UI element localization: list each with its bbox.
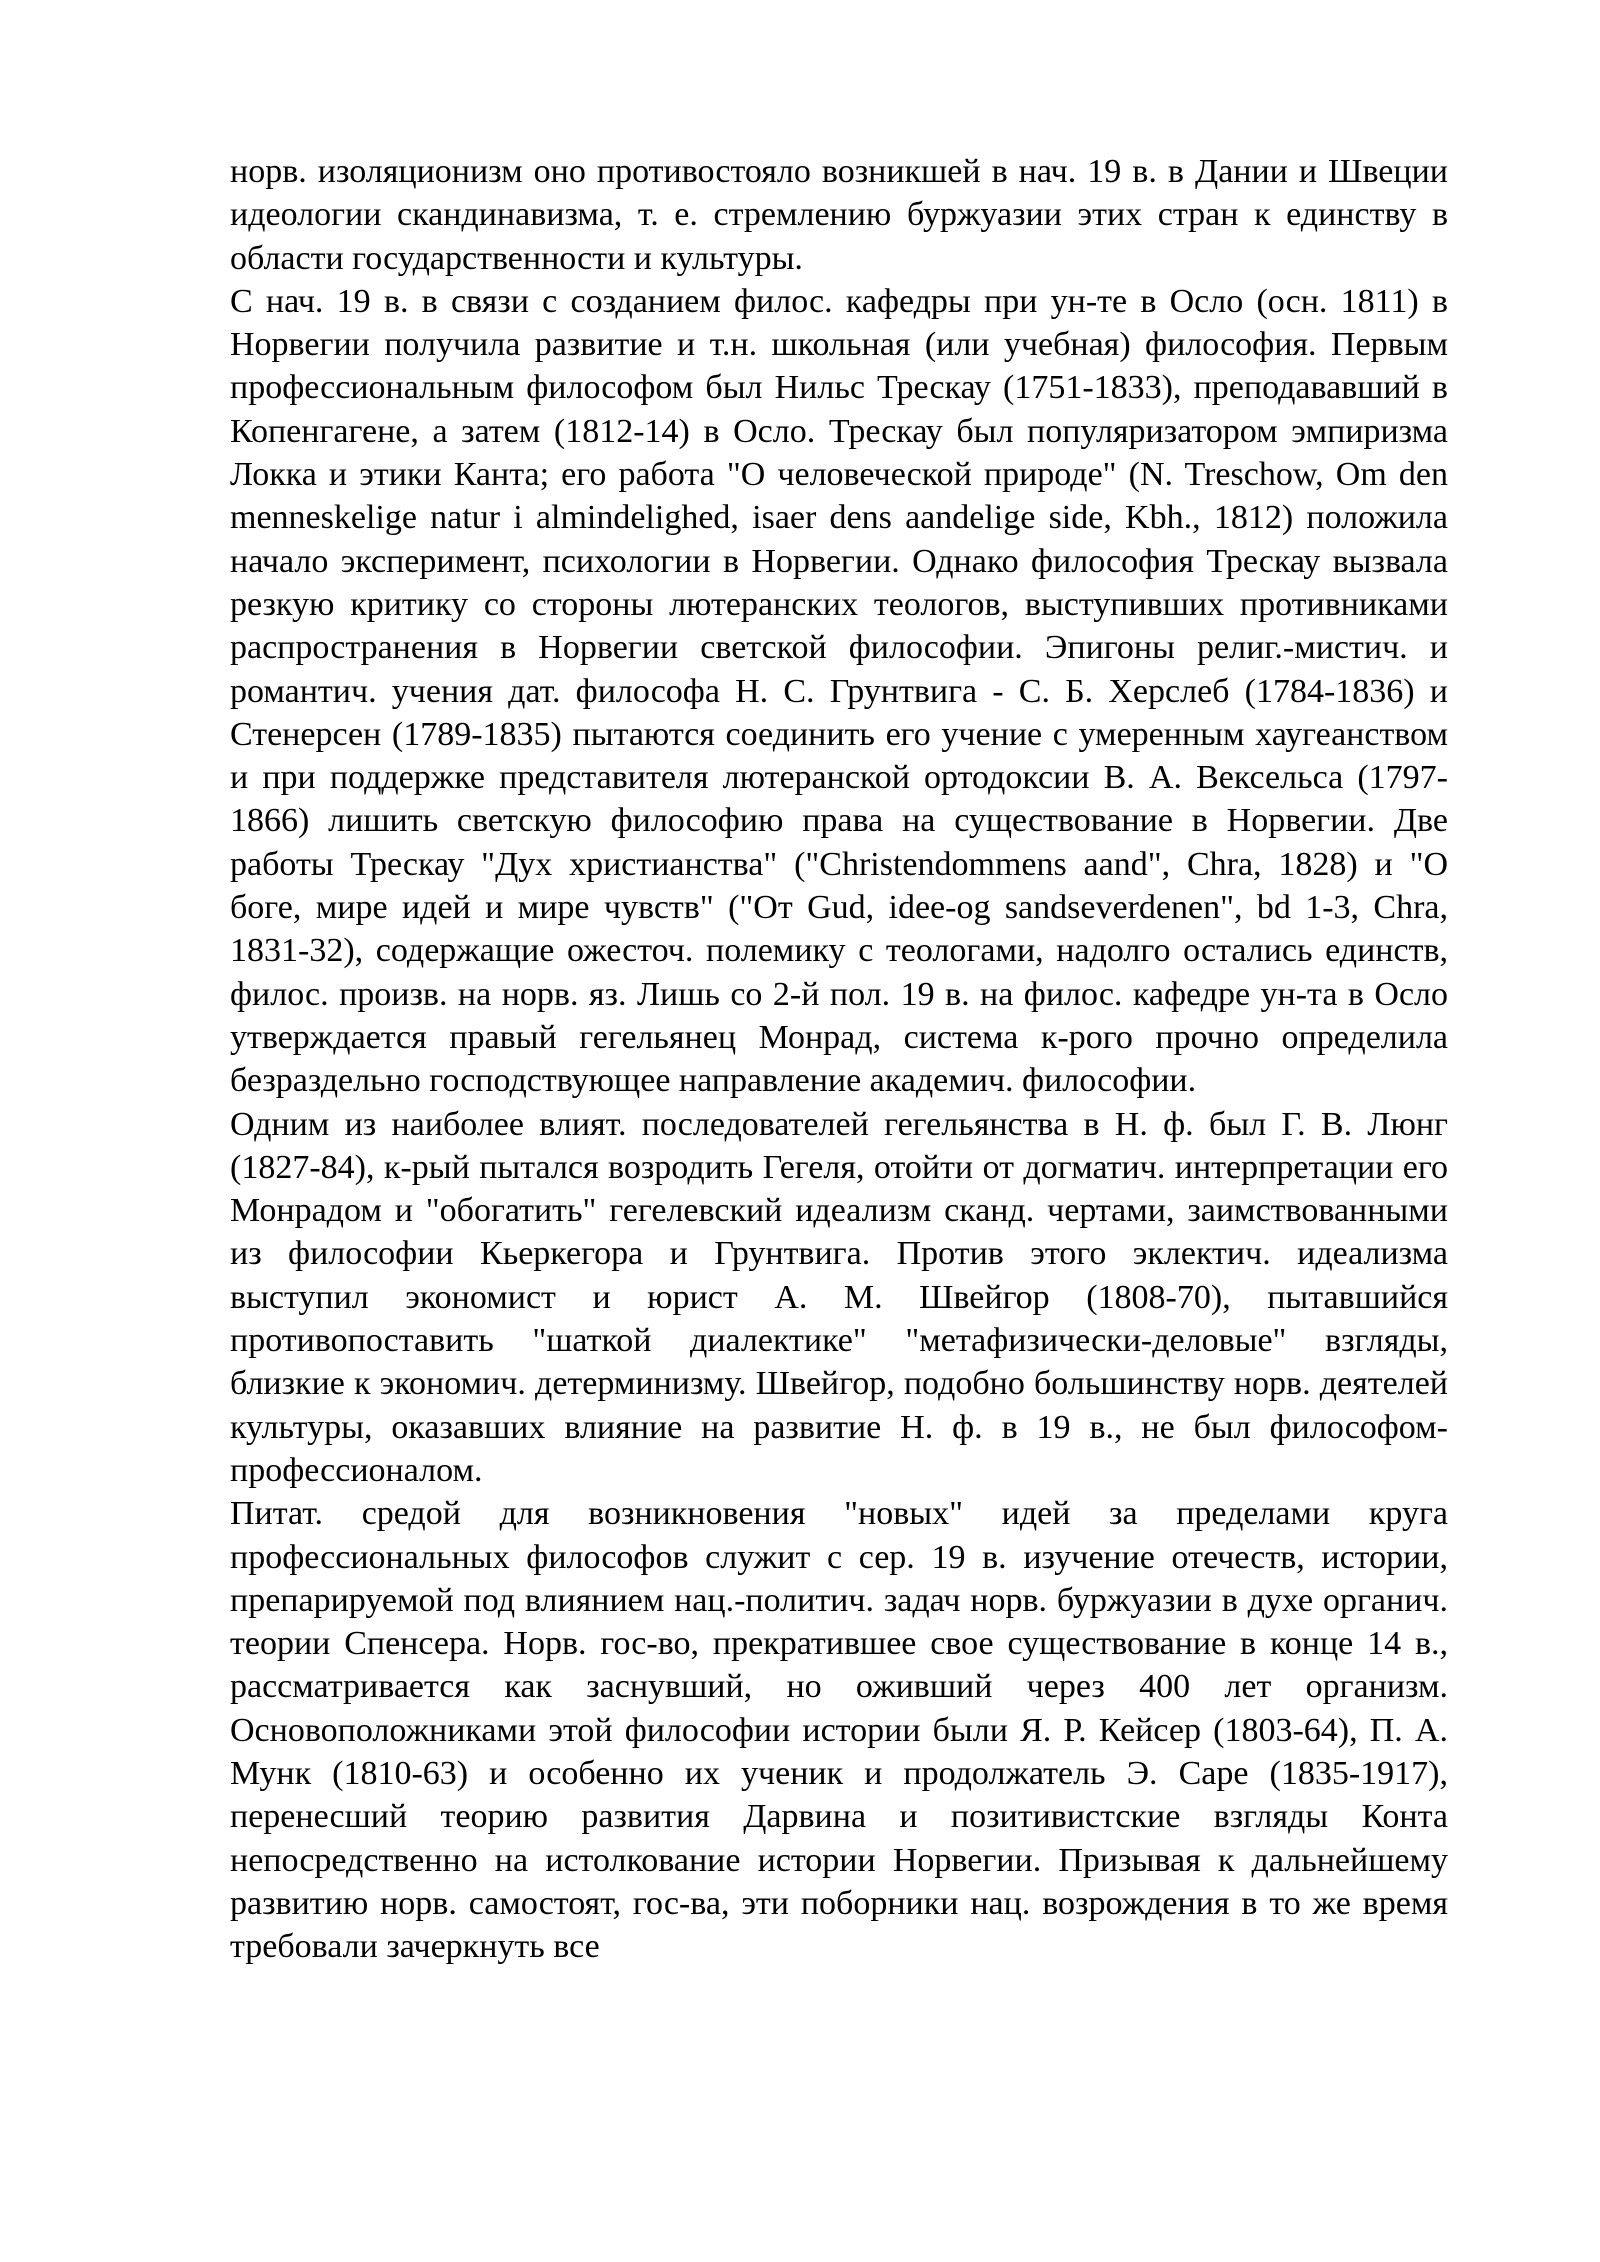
- paragraph-intro: норв. изоляционизм оно противостояло возникшей в нач. 19 в. в Дании и Швеции идеологии скандинавизма, т. е. стремлению буржуазии этих стран к единству в области государственности и культуры.: [230, 153, 1448, 277]
- paragraph-philosophy-of-history: Питат. средой для возникновения "новых" идей за пределами круга профессиональных философов служит с сер. 19 в. изучение отечеств, истории, препарируемой под влиянием нац.-политич. задач норв. буржуазии в духе органич. теории Спенсера. Норв. гос-во, прекратившее свое существование в конце 14 в., рассматривается как заснувший, но оживший через 400 лет организм. Основоположниками этой философии истории были Я. Р. Кейсер (1803-64), П. А. Мунк (1810-63) и особенно их ученик и продолжатель Э. Саре (1835-1917), перенесший теорию развития Дарвина и позитивистские взгляды Конта непосредственно на истолкование истории Норвегии. Призывая к дальнейшему развитию норв. самостоят, гос-ва, эти поборники нац. возрождения в то же время требовали зачеркнуть все: [230, 1495, 1448, 1966]
- paragraph-school-philosophy: С нач. 19 в. в связи с созданием филос. кафедры при ун-те в Осло (осн. 1811) в Норвегии получила развитие и т.н. школьная (или учебная) философия. Первым профессиональным философом был Нильс Трескау (1751-1833), преподававший в Копенгагене, а затем (1812-14) в Осло. Трескау был популяризатором эмпиризма Локка и этики Канта; его работа "О человеческой природе" (N. Treschow, Om den menneskelige natur i almindelighed, isaer dens aandelige side, Kbh., 1812) положила начало эксперимент, психологии в Норвегии. Однако философия Трескау вызвала резкую критику со стороны лютеранских теологов, выступивших противниками распространения в Норвегии светской философии. Эпигоны религ.-мистич. и романтич. учения дат. философа Н. С. Грунтвига - С. Б. Херслеб (1784-1836) и Стенерсен (1789-1835) пытаются соединить его учение с умеренным хаугеанством и при поддержке представителя лютеранской ортодоксии В. А. Вексельса (1797-1866) лишить светскую философию права на существование в Норвегии. Две работы Трескау "Дух христианства" ("Christendommens aand", Chra, 1828) и "О боге, мире идей и мире чувств" ("От Gud, idee-og sandseverdenen", bd 1-3, Chra, 1831-32), содержащие ожесточ. полемику с теологами, надолго остались единств, филос. произв. на норв. яз. Лишь со 2-й пол. 19 в. на филос. кафедре ун-та в Осло утверждается правый гегельянец Монрад, система к-рого прочно определила безраздельно господствующее направление академич. философии.: [230, 282, 1448, 1100]
- paragraph-hegelianism: Одним из наиболее влият. последователей гегельянства в Н. ф. был Г. В. Люнг (1827-84), к-рый пытался возродить Гегеля, отойти от догматич. интерпретации его Монрадом и "обогатить" гегелевский идеализм сканд. чертами, заимствованными из философии Кьеркегора и Грунтвига. Против этого эклектич. идеализма выступил экономист и юрист А. М. Швейгор (1808-70), пытавшийся противопоставить "шаткой диалектике" "метафизически-деловые" взгляды, близкие к экономич. детерминизму. Швейгор, подобно большинству норв. деятелей культуры, оказавших влияние на развитие Н. ф. в 19 в., не был философом-профессионалом.: [230, 1105, 1448, 1489]
- document-body: [230, 150, 1448, 1968]
